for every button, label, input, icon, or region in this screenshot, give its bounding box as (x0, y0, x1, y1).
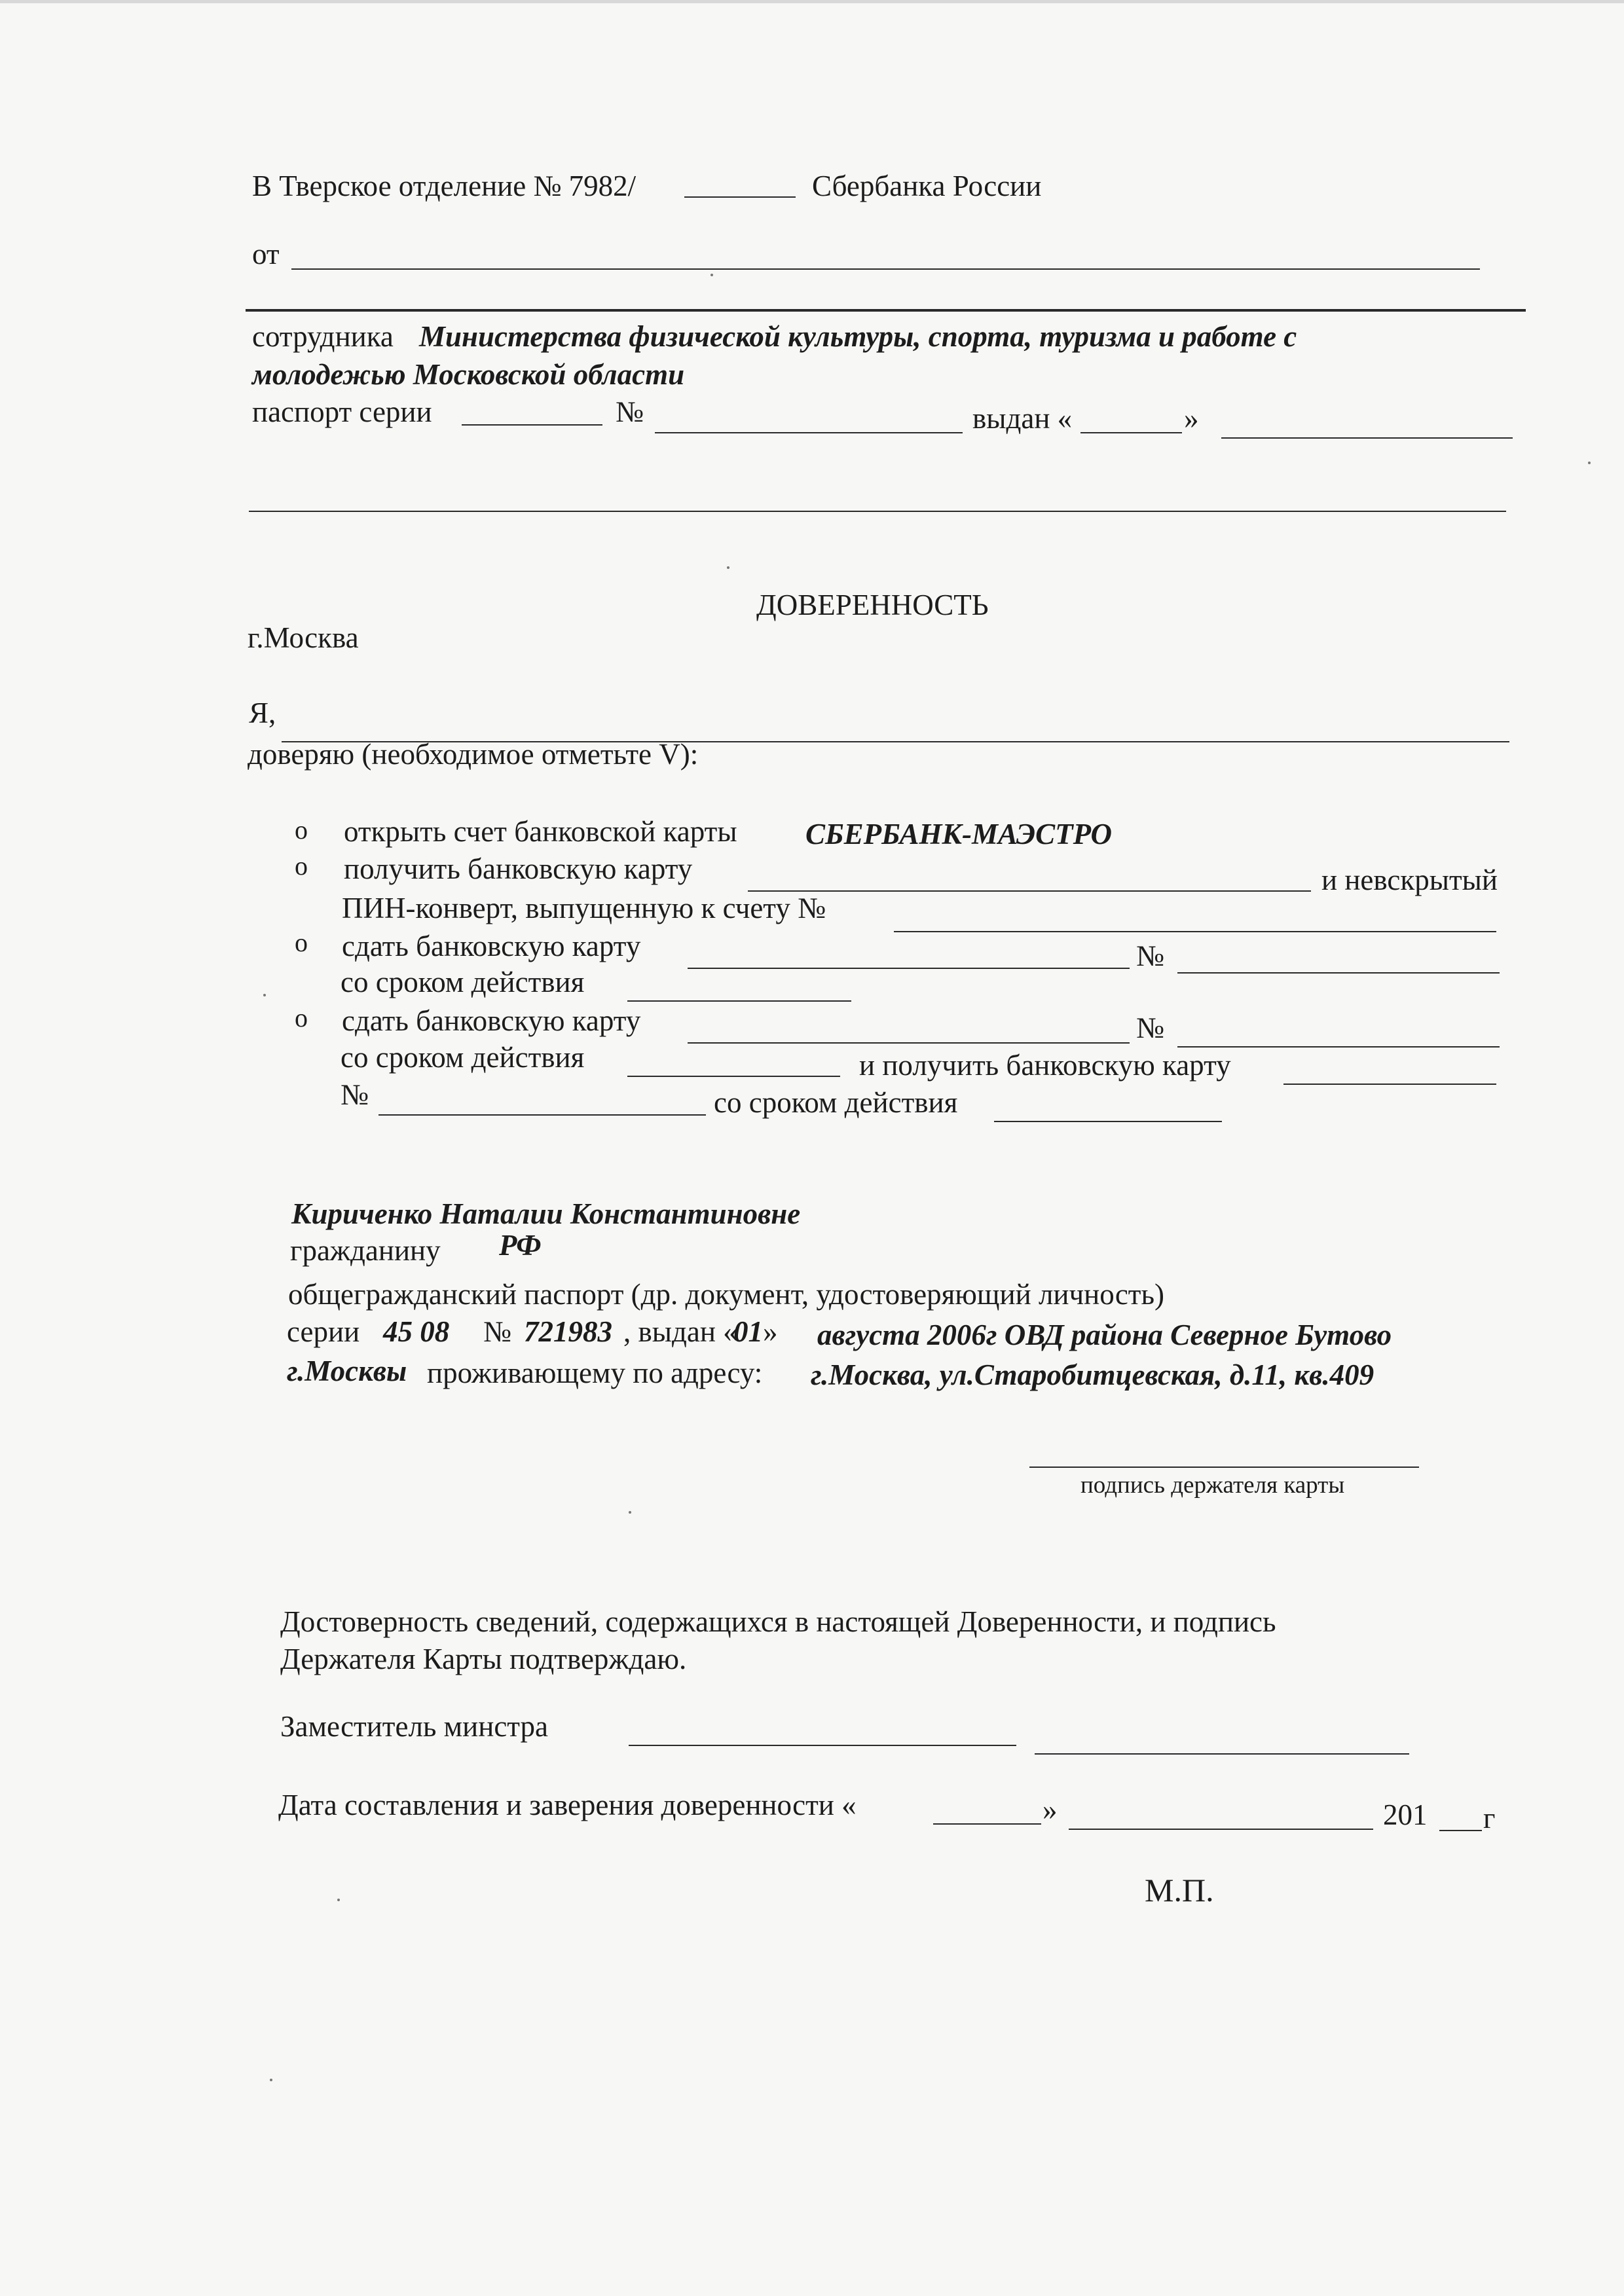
date-month-line (1069, 1829, 1373, 1830)
new-card-line (1283, 1084, 1496, 1085)
document-title: ДОВЕРЕННОСТЬ (756, 589, 989, 621)
validity-label-3: со сроком действия (714, 1086, 958, 1119)
deputy-name-line (1035, 1753, 1409, 1755)
confirm-line-2: Держателя Карты подтверждаю. (280, 1643, 687, 1675)
surrender-card-line-2 (688, 1042, 1130, 1044)
validity-label-2: со сроком действия (341, 1041, 585, 1074)
confirm-line-1: Достоверность сведений, содержащихся в настоящей Доверенности, и подпись (280, 1605, 1276, 1638)
trustee-number: 721983 (524, 1315, 612, 1348)
branch-prefix: В Тверское отделение № 7982/ (252, 170, 637, 202)
deputy-signature-line (629, 1745, 1016, 1746)
bullet-receive: o (295, 851, 308, 881)
validity-label-1: со сроком действия (341, 966, 585, 998)
trustee-address: г.Москва, ул.Старобитцевская, д.11, кв.409 (811, 1358, 1375, 1391)
surrender-number-sign-1: № (1136, 939, 1164, 972)
validity-line-2 (627, 1076, 840, 1077)
issued-label: выдан « (972, 402, 1073, 435)
year-suffix: г (1483, 1802, 1496, 1834)
trustee-issued-label: , выдан « (623, 1315, 738, 1348)
year-prefix: 201 (1383, 1798, 1428, 1831)
series-label: серии (287, 1315, 360, 1348)
scan-speck (727, 566, 729, 569)
deputy-label: Заместитель минстра (280, 1710, 548, 1743)
receive-card-label: получить банковскую карту (344, 852, 693, 885)
ministry-line-2: молодежью Московской области (252, 358, 685, 391)
scan-speck (263, 994, 266, 996)
trustee-issue-quote-close: » (763, 1315, 778, 1348)
open-account-label: открыть счет банковской карты (344, 815, 737, 848)
from-label: от (252, 238, 280, 270)
ministry-line-1: Министерства физической культуры, спорта, туризма и работе с (419, 320, 1297, 353)
pin-envelope-label: ПИН-конверт, выпущенную к счету № (342, 892, 826, 924)
stamp-place: М.П. (1145, 1872, 1214, 1908)
surrender-number-line-1 (1177, 972, 1500, 974)
new-card-number-sign: № (341, 1078, 369, 1111)
validity-line-3 (994, 1121, 1222, 1122)
passport-number-line (655, 432, 963, 433)
scan-speck (337, 1899, 340, 1901)
from-line (291, 268, 1480, 270)
trustee-series: 45 08 (383, 1315, 450, 1348)
passport-type: общегражданский паспорт (др. документ, удостоверяющий личность) (288, 1278, 1164, 1311)
bullet-surrender-2: o (295, 1003, 308, 1032)
branch-suffix: Сбербанка России (812, 170, 1042, 202)
pin-account-line (894, 931, 1496, 932)
trustee-number-sign: № (483, 1315, 511, 1348)
year-digit-line (1439, 1830, 1482, 1831)
card-holder-signature-line (1029, 1467, 1419, 1468)
bullet-open: o (295, 815, 308, 845)
card-name: СБЕРБАНК-МАЭСТРО (805, 818, 1112, 850)
scan-top-edge (0, 0, 1624, 3)
issued-day-line (1080, 432, 1182, 433)
surrender-number-line-2 (1177, 1046, 1500, 1048)
passport-number-sign: № (616, 395, 644, 428)
date-quote-close: » (1043, 1793, 1058, 1826)
citizenship: РФ (499, 1229, 542, 1262)
trustee-issue-day: 01 (733, 1315, 763, 1348)
surrender-card-label-1: сдать банковскую карту (342, 930, 641, 962)
date-label: Дата составления и заверения доверенности « (278, 1789, 857, 1821)
scan-speck (629, 1511, 631, 1514)
scan-speck (1588, 462, 1591, 464)
scan-speck (270, 2079, 272, 2081)
new-card-number-line (378, 1114, 706, 1116)
issued-quote-close: » (1184, 402, 1199, 435)
trustee-name: Кириченко Наталии Константиновне (291, 1197, 801, 1230)
i-label: Я, (249, 697, 276, 729)
passport-series-line (462, 424, 602, 426)
trust-label: доверяю (необходимое отметьте V): (248, 738, 699, 771)
receive-new-card-label: и получить банковскую карту (859, 1049, 1231, 1082)
branch-number-line (684, 196, 796, 198)
passport-extra-line (249, 511, 1506, 512)
employee-label: сотрудника (252, 320, 394, 353)
citizen-label: гражданину (290, 1234, 441, 1267)
residence-label: проживающему по адресу: (427, 1357, 763, 1389)
card-holder-signature-caption: подпись держателя карты (1080, 1472, 1345, 1499)
passport-series-label: паспорт серии (252, 395, 432, 428)
issued-by-line (1221, 437, 1513, 439)
city: г.Москва (248, 621, 359, 654)
trustee-issue-city: г.Москвы (287, 1355, 407, 1387)
scan-speck (710, 274, 713, 276)
date-day-line (933, 1823, 1041, 1825)
surrender-card-label-2: сдать банковскую карту (342, 1004, 641, 1037)
receive-card-line (748, 890, 1311, 892)
bullet-surrender-1: o (295, 928, 308, 957)
header-rule (246, 309, 1526, 312)
unopened-label: и невскрытый (1321, 864, 1498, 896)
trustee-issue-date: августа 2006г ОВД района Северное Бутово (817, 1319, 1392, 1351)
surrender-number-sign-2: № (1136, 1011, 1164, 1044)
surrender-card-line-1 (688, 968, 1130, 969)
validity-line-1 (627, 1000, 851, 1002)
